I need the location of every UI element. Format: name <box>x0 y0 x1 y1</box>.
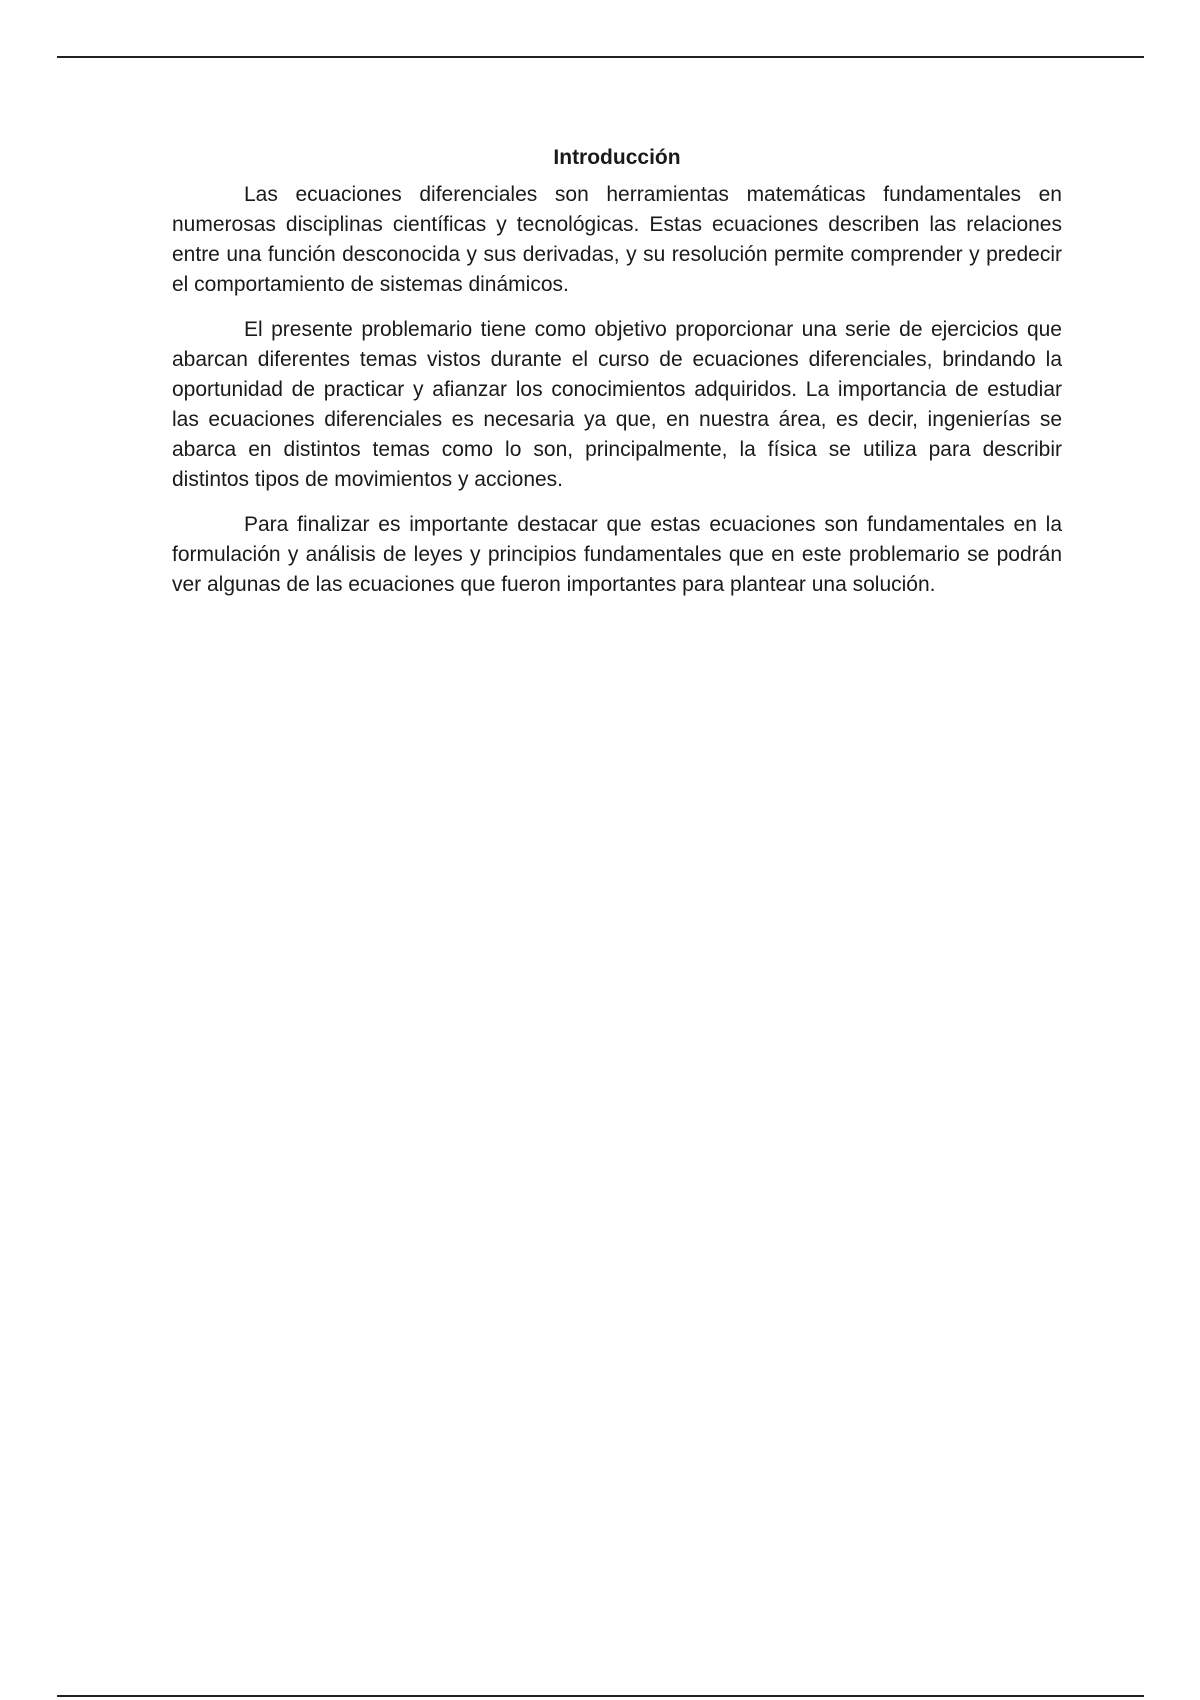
header-rule <box>57 56 1144 58</box>
page-title: Introducción <box>553 146 681 169</box>
footer-rule <box>57 1695 1144 1697</box>
paragraph-1: Las ecuaciones diferenciales son herramientas matemáticas fundamentales en numerosas disciplinas científicas y tecnológicas. Estas ecuaciones describen las relaciones entre una función desconocida y sus derivadas, y su resolución permite comprender y predecir el comportamiento de sistemas dinámicos. <box>172 183 1062 296</box>
paragraph-3: Para finalizar es importante destacar que estas ecuaciones son fundamentales en la formulación y análisis de leyes y principios fundamentales que en este problemario se podrán ver algunas de las ecuaciones que fueron importantes para plantear una solución. <box>172 513 1062 596</box>
page-content <box>172 140 1062 615</box>
paragraph-2: El presente problemario tiene como objetivo proporcionar una serie de ejercicios que abarcan diferentes temas vistos durante el curso de ecuaciones diferenciales, brindando la oportunidad de practicar y afianzar los conocimientos adquiridos. La importancia de estudiar las ecuaciones diferenciales es necesaria ya que, en nuestra área, es decir, ingenierías se abarca en distintos temas como lo son, principalmente, la física se utiliza para describir distintos tipos de movimientos y acciones. <box>172 318 1062 491</box>
